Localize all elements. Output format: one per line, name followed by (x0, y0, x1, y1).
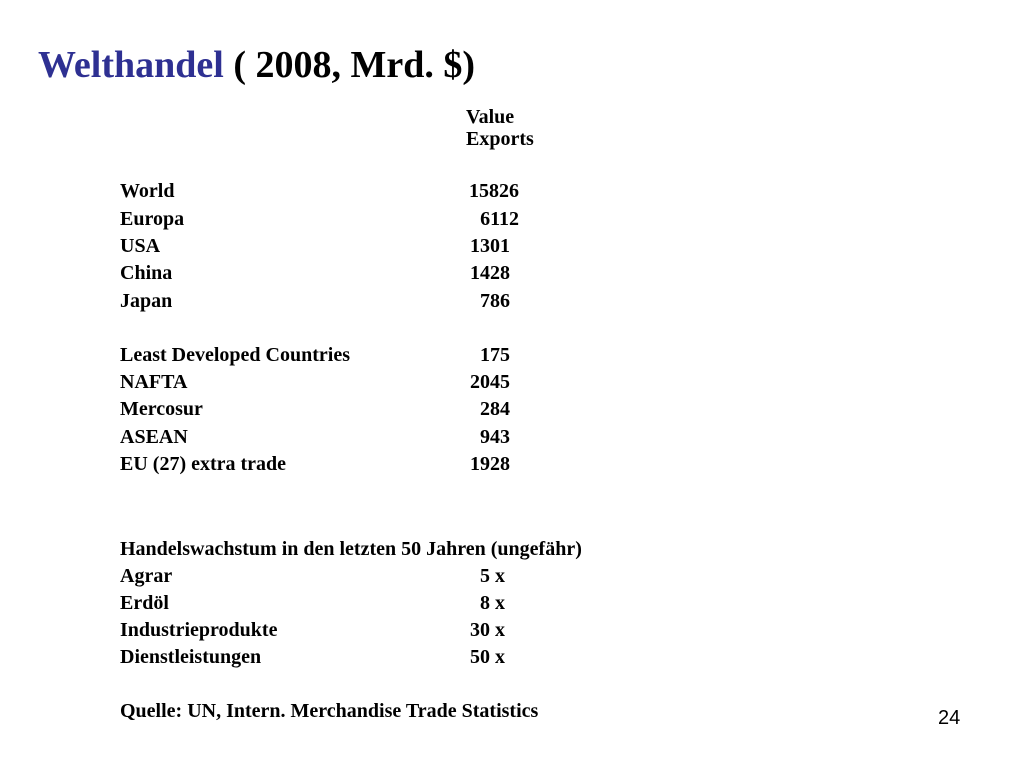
growth-factor: 8 x (480, 592, 505, 614)
export-value-row-mercosur (0, 396, 510, 423)
export-label: ASEAN (120, 426, 188, 448)
export-label: China (120, 262, 173, 284)
export-value-row-usa (0, 233, 510, 260)
growth-row-agrar (120, 563, 520, 590)
export-value-row-japan (0, 288, 510, 315)
export-value: 786 (480, 290, 510, 312)
export-value: 284 (480, 398, 510, 420)
export-label: EU (27) extra trade (120, 453, 287, 475)
growth-row-industrieprodukte (120, 617, 520, 644)
export-label: Least Developed Countries (120, 344, 350, 366)
page-number: 24 (938, 707, 961, 729)
export-value-row-nafta (0, 369, 510, 396)
export-value: 1928 (470, 453, 510, 475)
export-value-row-asean (0, 424, 510, 451)
growth-label: Dienstleistungen (120, 646, 262, 668)
growth-factor: 5 x (480, 565, 505, 587)
export-label: Mercosur (120, 398, 203, 420)
growth-label: Agrar (120, 565, 173, 587)
export-value: 943 (480, 426, 510, 448)
export-label: Europa (120, 208, 185, 230)
export-label: Japan (120, 290, 173, 312)
source-note: Quelle: UN, Intern. Merchandise Trade Statistics (120, 700, 539, 722)
export-value: 175 (480, 344, 510, 366)
growth-factor: 30 x (470, 619, 505, 641)
header-line-1: Value (466, 106, 515, 128)
export-value-row-ldc (0, 342, 510, 369)
export-value: 2045 (470, 371, 510, 393)
title-accent: Welthandel (38, 44, 224, 86)
export-label: World (120, 180, 175, 202)
export-value-row-europa (0, 206, 519, 233)
export-label: USA (120, 235, 161, 257)
value-exports-header (466, 106, 534, 150)
growth-label: Erdöl (120, 592, 169, 614)
growth-label: Industrieprodukte (120, 619, 278, 641)
export-value-row-china (0, 260, 510, 287)
export-label: NAFTA (120, 371, 188, 393)
export-value: 1428 (470, 262, 510, 284)
export-value-row-world (0, 178, 519, 205)
growth-factor: 50 x (470, 646, 505, 668)
growth-row-erdoel (120, 590, 520, 617)
slide-title (38, 46, 475, 84)
title-rest: ( 2008, Mrd. $) (223, 44, 475, 86)
growth-row-dienstleistungen (120, 644, 520, 671)
export-value-row-eu27 (0, 451, 510, 478)
export-value: 15826 (469, 180, 519, 202)
header-line-2: Exports (466, 128, 534, 150)
growth-heading: Handelswachstum in den letzten 50 Jahren (ungefähr) (120, 538, 582, 560)
export-value: 1301 (470, 235, 510, 257)
export-value: 6112 (480, 208, 519, 230)
